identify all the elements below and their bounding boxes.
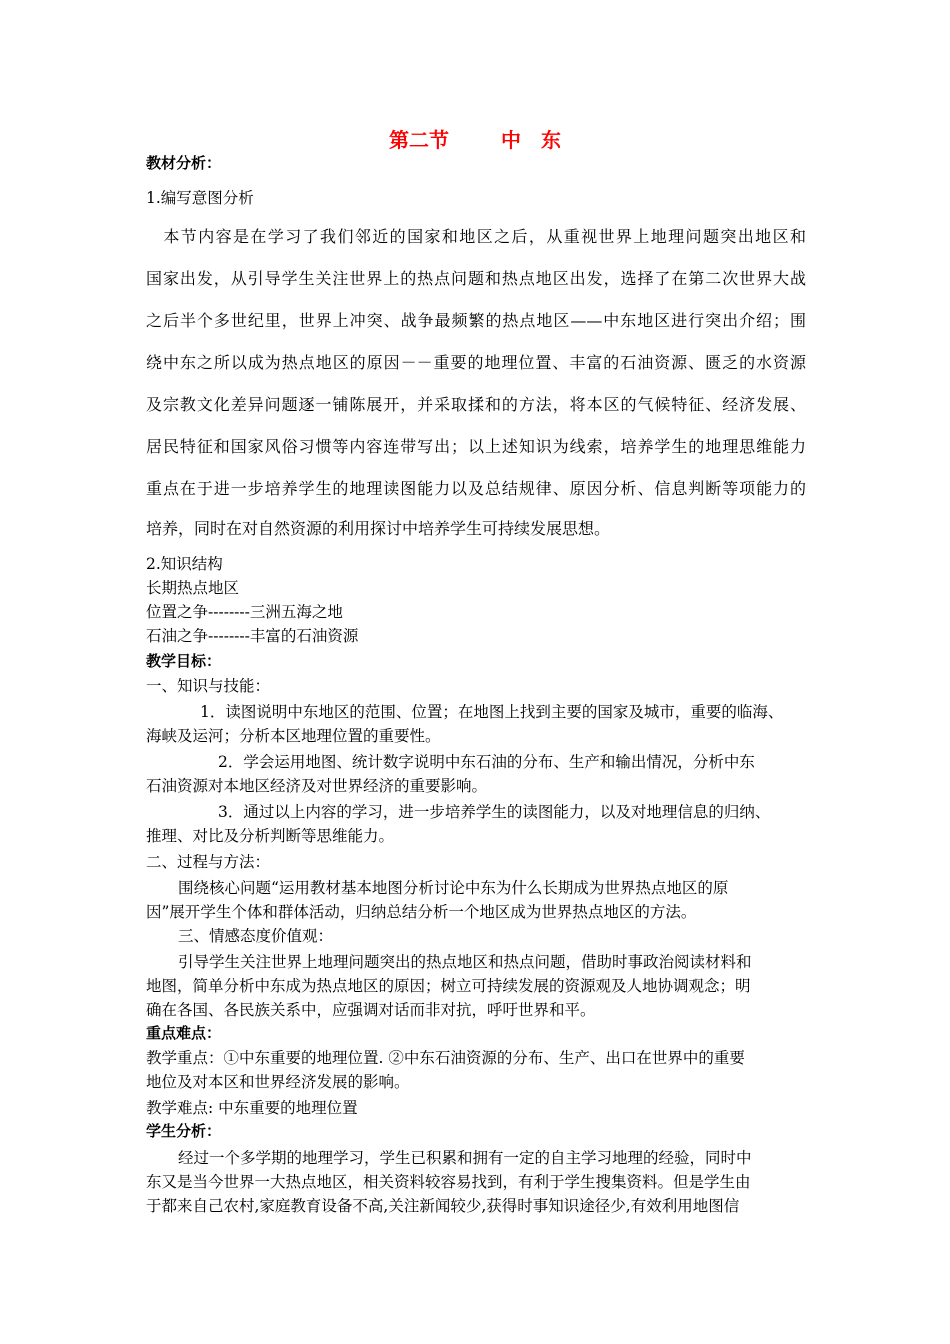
goal-section-heading: 三、情感态度价值观： [178,927,334,945]
title-topic: 中 东 [501,128,561,152]
goal-paragraph-line: 围绕核心问题“运用教材基本地图分析讨论中东为什么长期成为世界热点地区的原 [178,879,729,897]
paragraph-line-4: 绕中东之所以成为热点地区的原因－－重要的地理位置、丰富的石油资源、匮乏的水资源 [146,353,806,372]
goal-section-heading: 二、过程与方法： [146,853,271,871]
knowledge-item: 石油之争--------丰富的石油资源 [146,627,359,645]
goal-paragraph-line: 因”展开学生个体和群体活动，归纳总结分析一个地区成为世界热点地区的方法。 [146,903,697,921]
key-points-line: 教学重点：①中东重要的地理位置. ②中东石油资源的分布、生产、出口在世界中的重要 [146,1049,745,1067]
paragraph-line-6: 居民特征和国家风俗习惯等内容连带写出；以上述知识为线索，培养学生的地理思维能力 [146,437,806,456]
paragraph-line-5: 及宗教文化差异问题逐一铺陈展开，并采取揉和的方法，将本区的气候特征、经济发展、 [146,395,806,414]
goal-item: 1．读图说明中东地区的范围、位置；在地图上找到主要的国家及城市，重要的临海、 [200,703,784,721]
goal-item-continued: 石油资源对本地区经济及对世界经济的重要影响。 [146,777,488,795]
paragraph-line-8: 培养，同时在对自然资源的利用探讨中培养学生可持续发展思想。 [146,519,611,538]
student-analysis-line: 经过一个多学期的地理学习，学生已积累和拥有一定的自主学习地理的经验，同时中 [178,1149,752,1167]
heading-textbook-analysis: 教材分析： [146,154,222,172]
difficult-points-line: 教学难点: 中东重要的地理位置 [146,1099,358,1117]
goal-section-heading: 一、知识与技能： [146,677,271,695]
student-analysis-line: 于都来自己农村,家庭教育设备不高,关注新闻较少,获得时事知识途径少,有效利用地图信 [146,1197,740,1215]
goal-item-continued: 海峡及运河；分析本区地理位置的重要性。 [146,727,441,745]
goal-paragraph-line: 确在各国、各民族关系中，应强调对话而非对抗，呼吁世界和平。 [146,1001,596,1019]
knowledge-item: 位置之争--------三洲五海之地 [146,603,343,621]
heading-key-difficult-points: 重点难点： [146,1024,222,1042]
student-analysis-line: 东又是当今世界一大热点地区，相关资料较容易找到，有利于学生搜集资料。但是学生由 [146,1173,751,1191]
title-section-number: 第二节 [389,128,449,152]
page-title [0,124,950,153]
subheading-knowledge-structure: 2.知识结构 [146,555,223,573]
heading-student-analysis: 学生分析： [146,1122,222,1140]
goal-item-continued: 推理、对比及分析判断等思维能力。 [146,827,395,845]
goal-item: 3．通过以上内容的学习，进一步培养学生的读图能力，以及对地理信息的归纳、 [218,803,771,821]
goal-paragraph-line: 引导学生关注世界上地理问题突出的热点地区和热点问题，借助时事政治阅读材料和 [178,953,752,971]
goal-item: 2．学会运用地图、统计数字说明中东石油的分布、生产和输出情况，分析中东 [218,753,755,771]
key-points-line: 地位及对本区和世界经济发展的影响。 [146,1073,410,1091]
heading-teaching-goals: 教学目标： [146,652,222,670]
paragraph-line-3: 之后半个多世纪里，世界上冲突、战争最频繁的热点地区——中东地区进行突出介绍；围 [146,311,806,330]
knowledge-item: 长期热点地区 [146,579,240,597]
goal-paragraph-line: 地图，简单分析中东成为热点地区的原因；树立可持续发展的资源观及人地协调观念；明 [146,977,751,995]
paragraph-line-2: 国家出发，从引导学生关注世界上的热点问题和热点地区出发，选择了在第二次世界大战 [146,269,806,288]
subheading-writing-intent: 1.编写意图分析 [146,189,254,207]
paragraph-line-1: 本节内容是在学习了我们邻近的国家和地区之后，从重视世界上地理问题突出地区和 [146,227,806,246]
paragraph-line-7: 重点在于进一步培养学生的地理读图能力以及总结规律、原因分析、信息判断等项能力的 [146,479,806,498]
